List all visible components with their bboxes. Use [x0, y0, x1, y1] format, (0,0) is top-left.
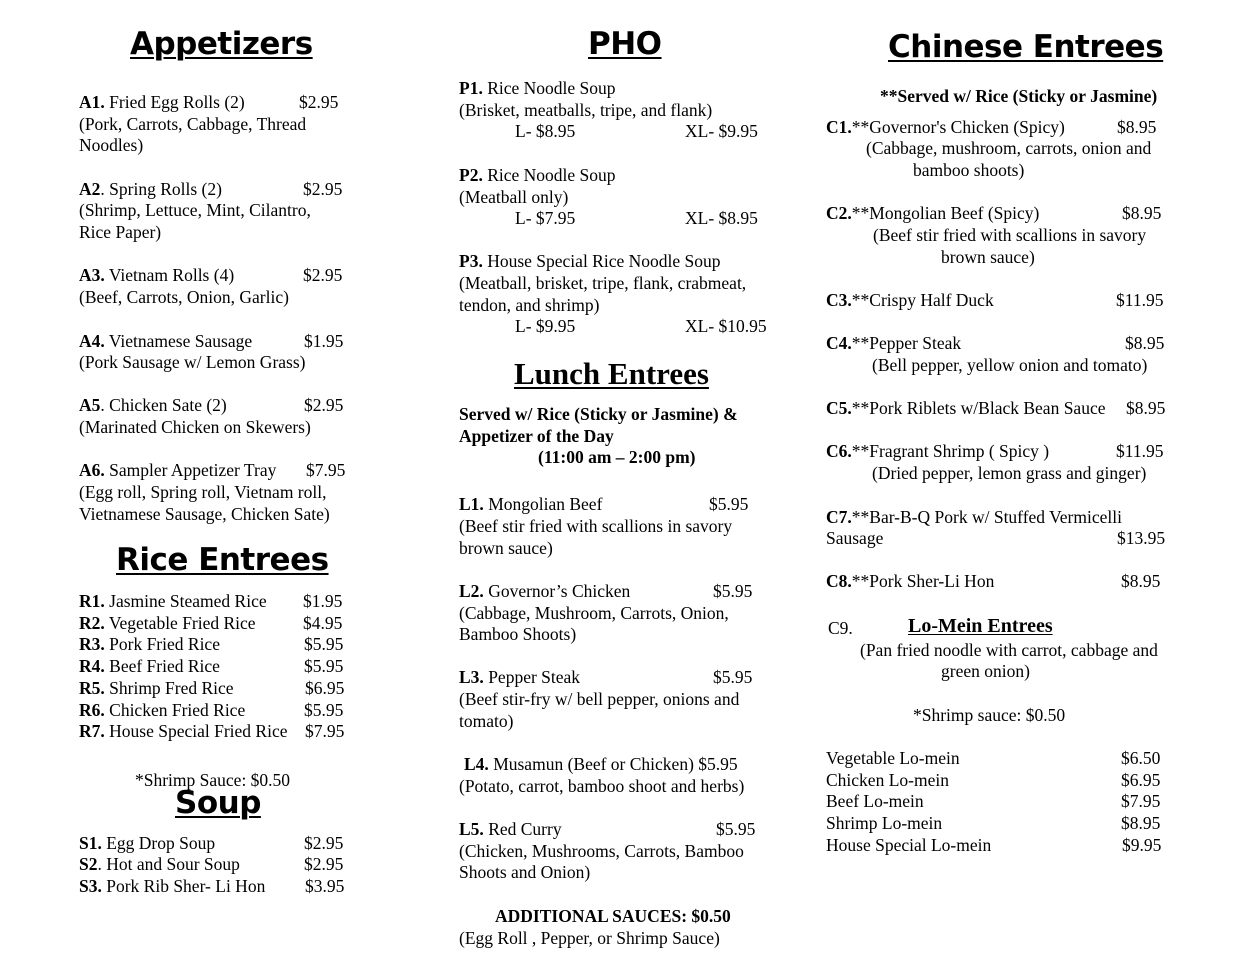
item-code: L1. [459, 494, 484, 514]
item-price: $5.95 [304, 700, 344, 720]
item-price: $5.95 [709, 494, 749, 514]
item-price: $1.95 [303, 591, 343, 611]
item-code: P2. [459, 165, 483, 185]
item-code: L4. [464, 754, 489, 774]
item-name: . Hot and Sour Soup [97, 854, 240, 874]
lomein-shrimp-note: *Shrimp sauce: $0.50 [913, 705, 1066, 725]
item-code: A3. [79, 265, 105, 285]
item-description: (Marinated Chicken on Skewers) [79, 417, 311, 437]
item-name: **Fragrant Shrimp ( Spicy ) [851, 441, 1050, 461]
item-code: R4. [79, 656, 105, 676]
item-code: R3. [79, 634, 105, 654]
item-code: R7. [79, 721, 105, 741]
shrimp-sauce-note: *Shrimp Sauce: $0.50 [135, 770, 291, 790]
item-price: $5.95 [716, 819, 756, 839]
item-description: tomato) [459, 711, 514, 731]
price-xl: XL- $9.95 [685, 121, 758, 141]
item-price: $7.95 [1121, 791, 1161, 811]
item-price: $6.50 [1121, 748, 1161, 768]
item-code: A2 [79, 179, 101, 199]
item-code: C1. [826, 117, 852, 137]
additional-sauces-desc: (Egg Roll , Pepper, or Shrimp Sauce) [459, 928, 720, 948]
item-price: $3.95 [305, 876, 345, 896]
item-price: $2.95 [299, 92, 339, 112]
price-large: L- $7.95 [515, 208, 576, 228]
item-code: L2. [459, 581, 484, 601]
item-price: $1.95 [304, 331, 344, 351]
item-name: Beef Lo-mein [826, 791, 924, 811]
item-price: $7.95 [305, 721, 345, 741]
item-price: $2.95 [303, 179, 343, 199]
item-description: Rice Paper) [79, 222, 162, 242]
item-name: **Bar-B-Q Pork w/ Stuffed Vermicelli [851, 507, 1122, 527]
item-code: P1. [459, 78, 483, 98]
item-code: S3. [79, 876, 102, 896]
item-code: A1. [79, 92, 105, 112]
item-price: $5.95 [713, 581, 753, 601]
item-price: $4.95 [303, 613, 343, 633]
item-description: (Dried pepper, lemon grass and ginger) [872, 463, 1147, 483]
item-code: R5. [79, 678, 105, 698]
item-price: $8.95 [1117, 117, 1157, 137]
item-name: **Pork Riblets w/Black Bean Sauce [851, 398, 1106, 418]
lunch-subtitle: Appetizer of the Day [459, 426, 614, 446]
item-description: (Cabbage, Mushroom, Carrots, Onion, [459, 603, 729, 623]
item-description: Noodles) [79, 135, 144, 155]
item-name: **Governor's Chicken (Spicy) [851, 117, 1065, 137]
lunch-hours: (11:00 am – 2:00 pm) [538, 447, 696, 467]
lunch-subtitle: Served w/ Rice (Sticky or Jasmine) & [459, 404, 738, 424]
pho-title: PHO [588, 26, 662, 62]
item-name: House Special Fried Rice [109, 721, 288, 741]
item-name: Fried Egg Rolls (2) [109, 92, 245, 112]
item-name: Chicken Lo-mein [826, 770, 949, 790]
item-code: A4. [79, 331, 105, 351]
item-price: $11.95 [1116, 290, 1164, 310]
lunch-title: Lunch Entrees [514, 356, 709, 391]
item-code: C2. [826, 203, 852, 223]
rice-title: Rice Entrees [116, 542, 329, 578]
lomein-description: green onion) [941, 661, 1030, 681]
item-code: L3. [459, 667, 484, 687]
item-description: (Meatball only) [459, 187, 569, 207]
item-name: Vietnamese Sausage [108, 331, 253, 351]
item-description: (Brisket, meatballs, tripe, and flank) [459, 100, 713, 120]
item-code: C5. [826, 398, 852, 418]
item-description: (Beef stir-fry w/ bell pepper, onions and [459, 689, 740, 709]
chinese-subtitle: **Served w/ Rice (Sticky or Jasmine) [880, 86, 1158, 106]
item-price: $2.95 [304, 833, 344, 853]
item-code: R2. [79, 613, 105, 633]
item-description: (Beef, Carrots, Onion, Garlic) [79, 287, 289, 307]
item-price: $5.95 [304, 634, 344, 654]
item-description: (Potato, carrot, bamboo shoot and herbs) [459, 776, 745, 796]
item-code: S1. [79, 833, 102, 853]
item-description: bamboo shoots) [913, 160, 1025, 180]
item-description: (Shrimp, Lettuce, Mint, Cilantro, [79, 200, 311, 220]
item-name: Jasmine Steamed Rice [109, 591, 267, 611]
item-code: P3. [459, 251, 483, 271]
item-description: (Chicken, Mushrooms, Carrots, Bamboo [459, 841, 744, 861]
item-code: A5 [79, 395, 101, 415]
item-price: $11.95 [1116, 441, 1164, 461]
item-price: $2.95 [304, 854, 344, 874]
item-name: Pepper Steak [488, 667, 581, 687]
item-price: $7.95 [306, 460, 346, 480]
item-name: Shrimp Fred Rice [109, 678, 234, 698]
item-name: Governor’s Chicken [488, 581, 631, 601]
item-name: Mongolian Beef [488, 494, 603, 514]
item-name: House Special Rice Noodle Soup [487, 251, 721, 271]
item-name: **Crispy Half Duck [851, 290, 994, 310]
item-description: Sausage [826, 528, 884, 548]
item-description: Shoots and Onion) [459, 862, 591, 882]
item-code: R6. [79, 700, 105, 720]
item-name: Egg Drop Soup [106, 833, 216, 853]
item-name: Vegetable Fried Rice [108, 613, 256, 633]
item-name: Rice Noodle Soup [487, 165, 616, 185]
item-price: $8.95 [1126, 398, 1166, 418]
item-code: L5. [459, 819, 484, 839]
item-name: Pork Rib Sher- Li Hon [106, 876, 266, 896]
lomein-code: C9. [828, 618, 853, 638]
item-price: $5.95 [304, 656, 344, 676]
item-price: $6.95 [1121, 770, 1161, 790]
appetizers-title: Appetizers [130, 26, 313, 62]
item-name: . Spring Rolls (2) [100, 179, 222, 199]
item-name: . Chicken Sate (2) [100, 395, 227, 415]
item-code: C3. [826, 290, 852, 310]
item-description: (Meatball, brisket, tripe, flank, crabmeat, [459, 273, 747, 293]
item-description: (Pork, Carrots, Cabbage, Thread [79, 114, 307, 134]
item-price: $5.95 [713, 667, 753, 687]
item-description: brown sauce) [941, 247, 1035, 267]
item-price: $2.95 [303, 265, 343, 285]
item-name: Sampler Appetizer Tray [109, 460, 277, 480]
item-description: tendon, and shrimp) [459, 295, 600, 315]
item-description: (Cabbage, mushroom, carrots, onion and [866, 138, 1152, 158]
soup-title: Soup [175, 785, 261, 821]
item-price: $5.95 [698, 754, 738, 774]
item-name: Beef Fried Rice [109, 656, 220, 676]
price-xl: XL- $10.95 [685, 316, 767, 336]
item-code: A6. [79, 460, 105, 480]
item-code: C4. [826, 333, 852, 353]
item-description: Vietnamese Sausage, Chicken Sate) [79, 504, 330, 524]
item-code: R1. [79, 591, 105, 611]
item-description: (Egg roll, Spring roll, Vietnam roll, [79, 482, 327, 502]
item-code: C8. [826, 571, 852, 591]
item-price: $8.95 [1121, 813, 1161, 833]
item-price: $6.95 [305, 678, 345, 698]
item-name: **Pork Sher-Li Hon [851, 571, 995, 591]
item-description: Bamboo Shoots) [459, 624, 577, 644]
item-name: Vegetable Lo-mein [826, 748, 960, 768]
additional-sauces-title: ADDITIONAL SAUCES: $0.50 [495, 906, 731, 926]
item-description: (Beef stir fried with scallions in savory [459, 516, 733, 536]
item-name: Red Curry [488, 819, 562, 839]
item-description: (Pork Sausage w/ Lemon Grass) [79, 352, 306, 372]
item-name: **Pepper Steak [851, 333, 962, 353]
price-large: L- $8.95 [515, 121, 576, 141]
price-large: L- $9.95 [515, 316, 576, 336]
item-name: Rice Noodle Soup [487, 78, 616, 98]
item-price: $9.95 [1122, 835, 1162, 855]
item-name: Pork Fried Rice [109, 634, 220, 654]
item-description: brown sauce) [459, 538, 553, 558]
item-name: Chicken Fried Rice [109, 700, 246, 720]
chinese-title: Chinese Entrees [888, 29, 1164, 65]
lomein-description: (Pan fried noodle with carrot, cabbage and [860, 640, 1158, 660]
item-name: Shrimp Lo-mein [826, 813, 943, 833]
item-code: C7. [826, 507, 852, 527]
item-code: S2 [79, 854, 98, 874]
item-price: $8.95 [1121, 571, 1161, 591]
item-description: (Bell pepper, yellow onion and tomato) [872, 355, 1148, 375]
item-name: Musamun (Beef or Chicken) [493, 754, 694, 774]
item-name: **Mongolian Beef (Spicy) [851, 203, 1040, 223]
lomein-title: Lo-Mein Entrees [908, 615, 1053, 637]
item-price: $8.95 [1125, 333, 1165, 353]
item-code: C6. [826, 441, 852, 461]
price-xl: XL- $8.95 [685, 208, 758, 228]
item-price: $8.95 [1122, 203, 1162, 223]
item-description: (Beef stir fried with scallions in savory [873, 225, 1147, 245]
item-price: $2.95 [304, 395, 344, 415]
item-price: $13.95 [1117, 528, 1166, 548]
item-name: Vietnam Rolls (4) [108, 265, 235, 285]
item-name: House Special Lo-mein [826, 835, 992, 855]
